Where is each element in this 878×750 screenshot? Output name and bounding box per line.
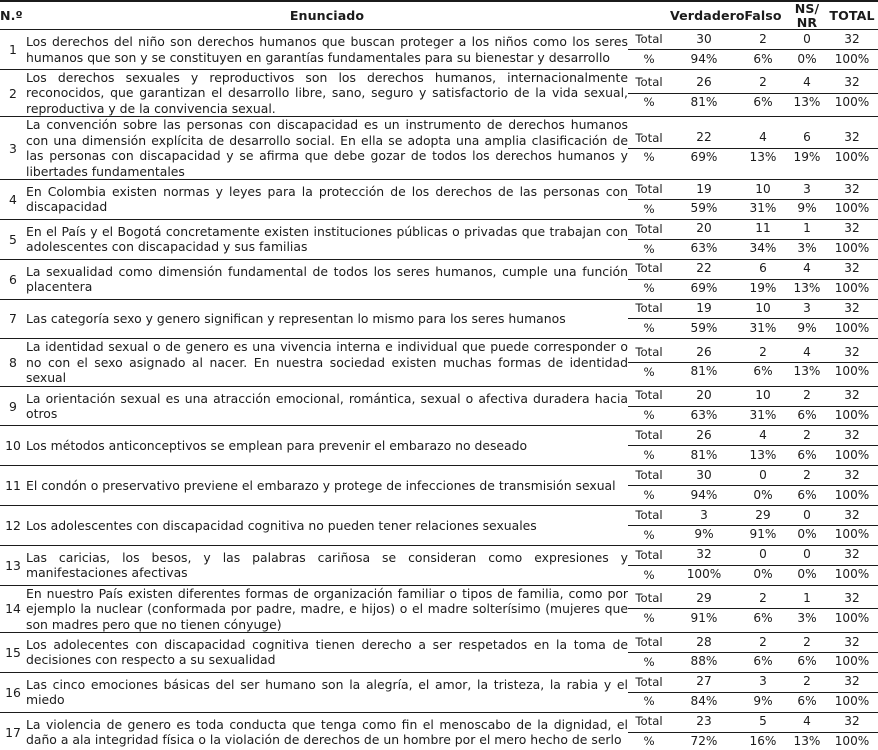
cell-percent-true: 100% (686, 567, 722, 582)
row-values-block (628, 466, 878, 506)
cell-percent-true: 72% (690, 734, 718, 749)
cell-percent-total: 100% (834, 320, 870, 335)
cell-percent-false: 16% (749, 734, 777, 749)
values-percent-row (628, 732, 878, 750)
column-header-na-line1: NS/ (794, 1, 820, 16)
cell-percent-total: 100% (834, 281, 870, 296)
values-percent-row (628, 525, 878, 544)
cell-percent-true: 59% (690, 320, 718, 335)
measure-label: Total (628, 30, 670, 49)
row-values-block (628, 506, 878, 546)
cell-percent-false: 19% (749, 281, 777, 296)
cell-percent-true: 94% (690, 51, 718, 66)
row-values-block (628, 633, 878, 673)
cell-total-na: 3 (788, 180, 826, 199)
values-total-row (628, 506, 878, 525)
column-header-na (788, 1, 826, 30)
measure-label: % (643, 654, 655, 669)
values-total-row (628, 713, 878, 732)
measure-label: % (643, 487, 655, 502)
cell-percent-na: 6% (797, 654, 817, 669)
cell-total-false: 0 (738, 546, 788, 565)
measure-label: Total (628, 180, 670, 199)
row-statement: En nuestro País existen diferentes formas de organización familiar o tipos de familia, como por ejemplo la nuclear (conformada por padre, madre, e hijos) o el madre solterísimo (mujeres que son madres pero que no tienen cónyuge) (26, 585, 628, 632)
measure-label: % (643, 95, 655, 110)
row-number: 3 (9, 140, 17, 156)
row-number: 5 (9, 231, 17, 247)
values-percent-row (628, 279, 878, 298)
row-number: 13 (5, 557, 21, 573)
cell-total-true: 30 (670, 466, 738, 485)
row-values-block (628, 426, 878, 466)
cell-percent-total: 100% (834, 447, 870, 462)
row-values-block (628, 386, 878, 426)
values-total-row (628, 74, 878, 93)
values-total-row (628, 546, 878, 565)
row-values-block (628, 672, 878, 712)
values-percent-row (628, 362, 878, 381)
cell-percent-na: 9% (797, 320, 817, 335)
measure-label: Total (628, 387, 670, 406)
row-values-block (628, 70, 878, 117)
table-row (0, 339, 878, 386)
row-values-block (628, 545, 878, 585)
cell-total-true: 28 (670, 633, 738, 652)
cell-percent-true: 94% (690, 487, 718, 502)
row-statement: Las categoría sexo y genero significan y representan lo mismo para los seres humanos (26, 311, 566, 327)
values-percent-row (628, 239, 878, 258)
cell-total-false: 6 (738, 260, 788, 279)
values-total-row (628, 30, 878, 49)
cell-percent-na: 0% (797, 51, 817, 66)
table-row (0, 70, 878, 117)
values-total-row (628, 633, 878, 652)
cell-total-false: 29 (738, 506, 788, 525)
cell-percent-na: 13% (793, 364, 821, 379)
cell-percent-true: 69% (690, 150, 718, 165)
cell-total-total: 32 (826, 506, 878, 525)
measure-label: % (643, 321, 655, 336)
values-total-row (628, 673, 878, 692)
cell-percent-total: 100% (834, 610, 870, 625)
cell-total-na: 0 (788, 30, 826, 49)
cell-percent-false: 6% (753, 95, 773, 110)
cell-percent-true: 69% (690, 281, 718, 296)
cell-percent-total: 100% (834, 694, 870, 709)
cell-percent-false: 6% (753, 51, 773, 66)
row-number: 4 (9, 191, 17, 207)
values-total-row (628, 180, 878, 199)
values-percent-row (628, 148, 878, 167)
cell-total-true: 27 (670, 673, 738, 692)
cell-percent-na: 13% (793, 95, 821, 110)
measure-label: % (643, 734, 655, 749)
cell-percent-na: 13% (793, 734, 821, 749)
measure-label: % (643, 448, 655, 463)
cell-total-false: 2 (738, 74, 788, 93)
cell-total-na: 6 (788, 129, 826, 148)
cell-percent-true: 81% (690, 364, 718, 379)
measure-label: Total (628, 713, 670, 732)
row-values-block (628, 117, 878, 180)
row-values-block (628, 219, 878, 259)
table-row (0, 219, 878, 259)
cell-percent-na: 6% (797, 694, 817, 709)
row-statement: Los métodos anticonceptivos se emplean para prevenir el embarazo no deseado (26, 438, 528, 454)
table-row (0, 426, 878, 466)
cell-percent-na: 19% (793, 150, 821, 165)
table-row (0, 30, 878, 70)
row-number: 1 (9, 42, 17, 58)
cell-percent-false: 31% (749, 408, 777, 423)
row-number: 17 (5, 724, 21, 740)
cell-percent-true: 9% (694, 527, 714, 542)
row-number: 12 (5, 517, 21, 533)
row-statement: Los adolecentes con discapacidad cognitiva tienen derecho a ser respetados en la toma de decisiones con respecto a su sexualidad (26, 636, 628, 668)
values-total-row (628, 466, 878, 485)
measure-label: Total (628, 129, 670, 148)
row-statement: La identidad sexual o de genero es una vivencia interna e individual que puede corresponder o no con el sexo asignado al nacer. En nuestra sociedad existen muchas formas de identidad sexual (26, 339, 628, 386)
values-total-row (628, 589, 878, 608)
values-percent-row (628, 565, 878, 584)
table-row (0, 117, 878, 180)
cell-total-false: 2 (738, 343, 788, 362)
row-statement: Los adolescentes con discapacidad cognitiva no pueden tener relaciones sexuales (26, 517, 537, 533)
values-percent-row (628, 50, 878, 69)
row-number: 15 (5, 644, 21, 660)
table-row (0, 506, 878, 546)
row-statement: El condón o preservativo previene el embarazo y protege de infecciones de transmisión sexual (26, 477, 616, 493)
table-row (0, 299, 878, 339)
cell-percent-na: 6% (797, 487, 817, 502)
cell-total-na: 2 (788, 426, 826, 445)
measure-label: Total (628, 466, 670, 485)
measure-label: Total (628, 74, 670, 93)
measure-label: % (643, 567, 655, 582)
measure-label: % (643, 408, 655, 423)
measure-label: % (643, 201, 655, 216)
column-header-false: Falso (744, 7, 782, 23)
row-statement: En el País y el Bogotá concretamente existen instituciones públicas o privadas que trabajan con adolescentes con discapacidad y sus familias (26, 223, 628, 255)
cell-total-na: 4 (788, 260, 826, 279)
cell-percent-na: 6% (797, 408, 817, 423)
row-values-block (628, 180, 878, 220)
header-row (0, 1, 878, 30)
cell-percent-true: 63% (690, 241, 718, 256)
cell-total-total: 32 (826, 466, 878, 485)
cell-total-total: 32 (826, 426, 878, 445)
cell-total-na: 2 (788, 466, 826, 485)
cell-percent-true: 84% (690, 694, 718, 709)
cell-total-total: 32 (826, 30, 878, 49)
row-values-block (628, 712, 878, 750)
row-statement: Las cinco emociones básicas del ser humano son la alegría, el amor, la tristeza, la rabia y el miedo (26, 676, 628, 708)
row-statement: La convención sobre las personas con discapacidad es un instrumento de derechos humanos con una dimensión explícita de desarrollo social. En ella se adopta una amplia clasificación de las personas con discapacidad y se afirma que debe gozar de todos los derechos humanos y libertades fundamentales (26, 117, 628, 179)
measure-label: % (643, 150, 655, 165)
cell-total-na: 0 (788, 546, 826, 565)
cell-percent-total: 100% (834, 734, 870, 749)
values-percent-row (628, 93, 878, 112)
column-header-number: N.º (0, 7, 23, 23)
values-percent-row (628, 446, 878, 465)
cell-total-true: 3 (670, 506, 738, 525)
cell-percent-na: 0% (797, 567, 817, 582)
measure-label: Total (628, 426, 670, 445)
cell-total-total: 32 (826, 343, 878, 362)
cell-percent-false: 31% (749, 201, 777, 216)
measure-label: % (643, 281, 655, 296)
measure-label: Total (628, 673, 670, 692)
cell-total-true: 29 (670, 589, 738, 608)
cell-total-false: 4 (738, 129, 788, 148)
row-statement: En Colombia existen normas y leyes para la protección de los derechos de las personas con discapacidad (26, 184, 628, 215)
cell-percent-total: 100% (834, 95, 870, 110)
cell-total-true: 30 (670, 30, 738, 49)
cell-total-false: 0 (738, 466, 788, 485)
cell-percent-total: 100% (834, 487, 870, 502)
cell-total-na: 4 (788, 74, 826, 93)
column-header-na-line2: NR (796, 14, 818, 30)
cell-total-na: 2 (788, 387, 826, 406)
cell-percent-false: 31% (749, 320, 777, 335)
table-row (0, 259, 878, 299)
cell-percent-total: 100% (834, 567, 870, 582)
row-values-block (628, 259, 878, 299)
column-header-total: TOTAL (829, 7, 875, 23)
row-statement: Los derechos del niño son derechos humanos que buscan proteger a los niños como los seres humanos que son y se constituyen en garantías fundamentales para su bienestar y desarrollo (26, 34, 628, 65)
cell-total-false: 2 (738, 30, 788, 49)
cell-percent-false: 91% (749, 527, 777, 542)
row-number: 9 (9, 398, 17, 414)
table-row (0, 545, 878, 585)
cell-total-na: 1 (788, 220, 826, 239)
measure-label: Total (628, 589, 670, 608)
cell-total-true: 26 (670, 426, 738, 445)
values-percent-row (628, 609, 878, 628)
cell-percent-false: 6% (753, 364, 773, 379)
cell-total-total: 32 (826, 633, 878, 652)
cell-total-na: 0 (788, 506, 826, 525)
table-row (0, 585, 878, 632)
values-total-row (628, 300, 878, 319)
cell-total-true: 23 (670, 713, 738, 732)
values-total-row (628, 387, 878, 406)
cell-total-true: 20 (670, 387, 738, 406)
measure-label: Total (628, 260, 670, 279)
cell-total-total: 32 (826, 129, 878, 148)
cell-total-na: 1 (788, 589, 826, 608)
values-percent-row (628, 652, 878, 671)
values-percent-row (628, 406, 878, 425)
measure-label: Total (628, 343, 670, 362)
row-statement: La orientación sexual es una atracción emocional, romántica, sexual o afectiva duradera hacia otros (26, 390, 628, 422)
row-number: 10 (5, 438, 21, 454)
cell-total-total: 32 (826, 589, 878, 608)
cell-percent-false: 9% (753, 694, 773, 709)
column-header-statement: Enunciado (289, 7, 365, 23)
row-number: 7 (9, 311, 17, 327)
cell-total-false: 11 (738, 220, 788, 239)
cell-percent-total: 100% (834, 241, 870, 256)
cell-total-na: 4 (788, 713, 826, 732)
values-total-row (628, 129, 878, 148)
cell-percent-total: 100% (834, 201, 870, 216)
cell-total-total: 32 (826, 387, 878, 406)
cell-percent-false: 13% (749, 447, 777, 462)
measure-label: Total (628, 546, 670, 565)
cell-total-false: 10 (738, 300, 788, 319)
cell-percent-na: 9% (797, 201, 817, 216)
row-statement: Las caricias, los besos, y las palabras cariñosa se consideran como expresiones y manifestaciones afectivas (26, 549, 628, 581)
cell-percent-true: 88% (690, 654, 718, 669)
table-row (0, 180, 878, 220)
row-statement: La violencia de genero es toda conducta que tenga como fin el menoscabo de la dignidad, el daño a ala integridad física o la violación de derechos de un hombre por el mero hecho de serlo (26, 716, 628, 748)
cell-total-true: 20 (670, 220, 738, 239)
cell-percent-na: 13% (793, 281, 821, 296)
cell-percent-na: 3% (797, 610, 817, 625)
cell-percent-true: 81% (690, 95, 718, 110)
cell-total-true: 19 (670, 180, 738, 199)
measure-label: Total (628, 220, 670, 239)
values-percent-row (628, 486, 878, 505)
row-values-block (628, 299, 878, 339)
values-percent-row (628, 319, 878, 338)
values-percent-row (628, 199, 878, 218)
cell-total-false: 3 (738, 673, 788, 692)
cell-total-false: 2 (738, 589, 788, 608)
cell-total-total: 32 (826, 300, 878, 319)
cell-total-true: 32 (670, 546, 738, 565)
cell-percent-na: 0% (797, 527, 817, 542)
cell-percent-na: 3% (797, 241, 817, 256)
cell-percent-false: 13% (749, 150, 777, 165)
cell-total-false: 4 (738, 426, 788, 445)
cell-percent-false: 0% (753, 567, 773, 582)
cell-percent-total: 100% (834, 150, 870, 165)
cell-total-na: 4 (788, 343, 826, 362)
cell-percent-true: 63% (690, 408, 718, 423)
row-number: 8 (9, 354, 17, 370)
row-values-block (628, 339, 878, 386)
measure-label: % (643, 694, 655, 709)
row-number: 16 (5, 684, 21, 700)
table-row (0, 672, 878, 712)
cell-percent-true: 81% (690, 447, 718, 462)
cell-percent-false: 34% (749, 241, 777, 256)
cell-percent-false: 6% (753, 654, 773, 669)
row-number: 2 (9, 85, 17, 101)
measure-label: % (643, 364, 655, 379)
cell-percent-false: 0% (753, 487, 773, 502)
cell-total-total: 32 (826, 180, 878, 199)
cell-percent-total: 100% (834, 364, 870, 379)
cell-total-total: 32 (826, 260, 878, 279)
values-total-row (628, 220, 878, 239)
cell-total-total: 32 (826, 713, 878, 732)
cell-total-false: 5 (738, 713, 788, 732)
values-total-row (628, 426, 878, 445)
cell-percent-total: 100% (834, 408, 870, 423)
cell-total-false: 2 (738, 633, 788, 652)
cell-total-total: 32 (826, 673, 878, 692)
row-number: 14 (5, 601, 21, 617)
measure-label: % (643, 51, 655, 66)
values-total-row (628, 343, 878, 362)
cell-percent-total: 100% (834, 654, 870, 669)
measure-label: % (643, 527, 655, 542)
measure-label: % (643, 611, 655, 626)
table-body (0, 30, 878, 750)
cell-total-na: 2 (788, 673, 826, 692)
measure-label: Total (628, 300, 670, 319)
values-total-row (628, 260, 878, 279)
cell-percent-true: 91% (690, 610, 718, 625)
cell-total-na: 2 (788, 633, 826, 652)
cell-total-total: 32 (826, 220, 878, 239)
cell-percent-total: 100% (834, 51, 870, 66)
measure-label: % (643, 241, 655, 256)
measure-label: Total (628, 506, 670, 525)
row-number: 11 (5, 478, 21, 494)
cell-total-false: 10 (738, 180, 788, 199)
cell-total-true: 22 (670, 129, 738, 148)
cell-percent-false: 6% (753, 610, 773, 625)
cell-total-true: 19 (670, 300, 738, 319)
cell-total-false: 10 (738, 387, 788, 406)
measure-label: Total (628, 633, 670, 652)
values-percent-row (628, 692, 878, 711)
row-statement: Los derechos sexuales y reproductivos son los derechos humanos, internacionalmente reconocidos, que garantizan el desarrollo libre, sano, seguro y satisfactorio de la vida sexual, reproductiva y de la convivencia sexual. (26, 70, 628, 116)
cell-total-na: 3 (788, 300, 826, 319)
table-header (0, 1, 878, 30)
cell-total-total: 32 (826, 74, 878, 93)
column-header-true: Verdadero (670, 7, 745, 23)
cell-percent-true: 59% (690, 201, 718, 216)
row-number: 6 (9, 271, 17, 287)
row-values-block (628, 585, 878, 632)
cell-total-true: 22 (670, 260, 738, 279)
cell-percent-total: 100% (834, 527, 870, 542)
cell-total-true: 26 (670, 74, 738, 93)
table-row (0, 712, 878, 750)
row-statement: La sexualidad como dimensión fundamental de todos los seres humanos, cumple una función placentera (26, 263, 628, 295)
table-row (0, 466, 878, 506)
row-values-block (628, 30, 878, 70)
table-row (0, 386, 878, 426)
cell-total-total: 32 (826, 546, 878, 565)
table-row (0, 633, 878, 673)
cell-total-true: 26 (670, 343, 738, 362)
cell-percent-na: 6% (797, 447, 817, 462)
column-header-measure (628, 1, 670, 30)
